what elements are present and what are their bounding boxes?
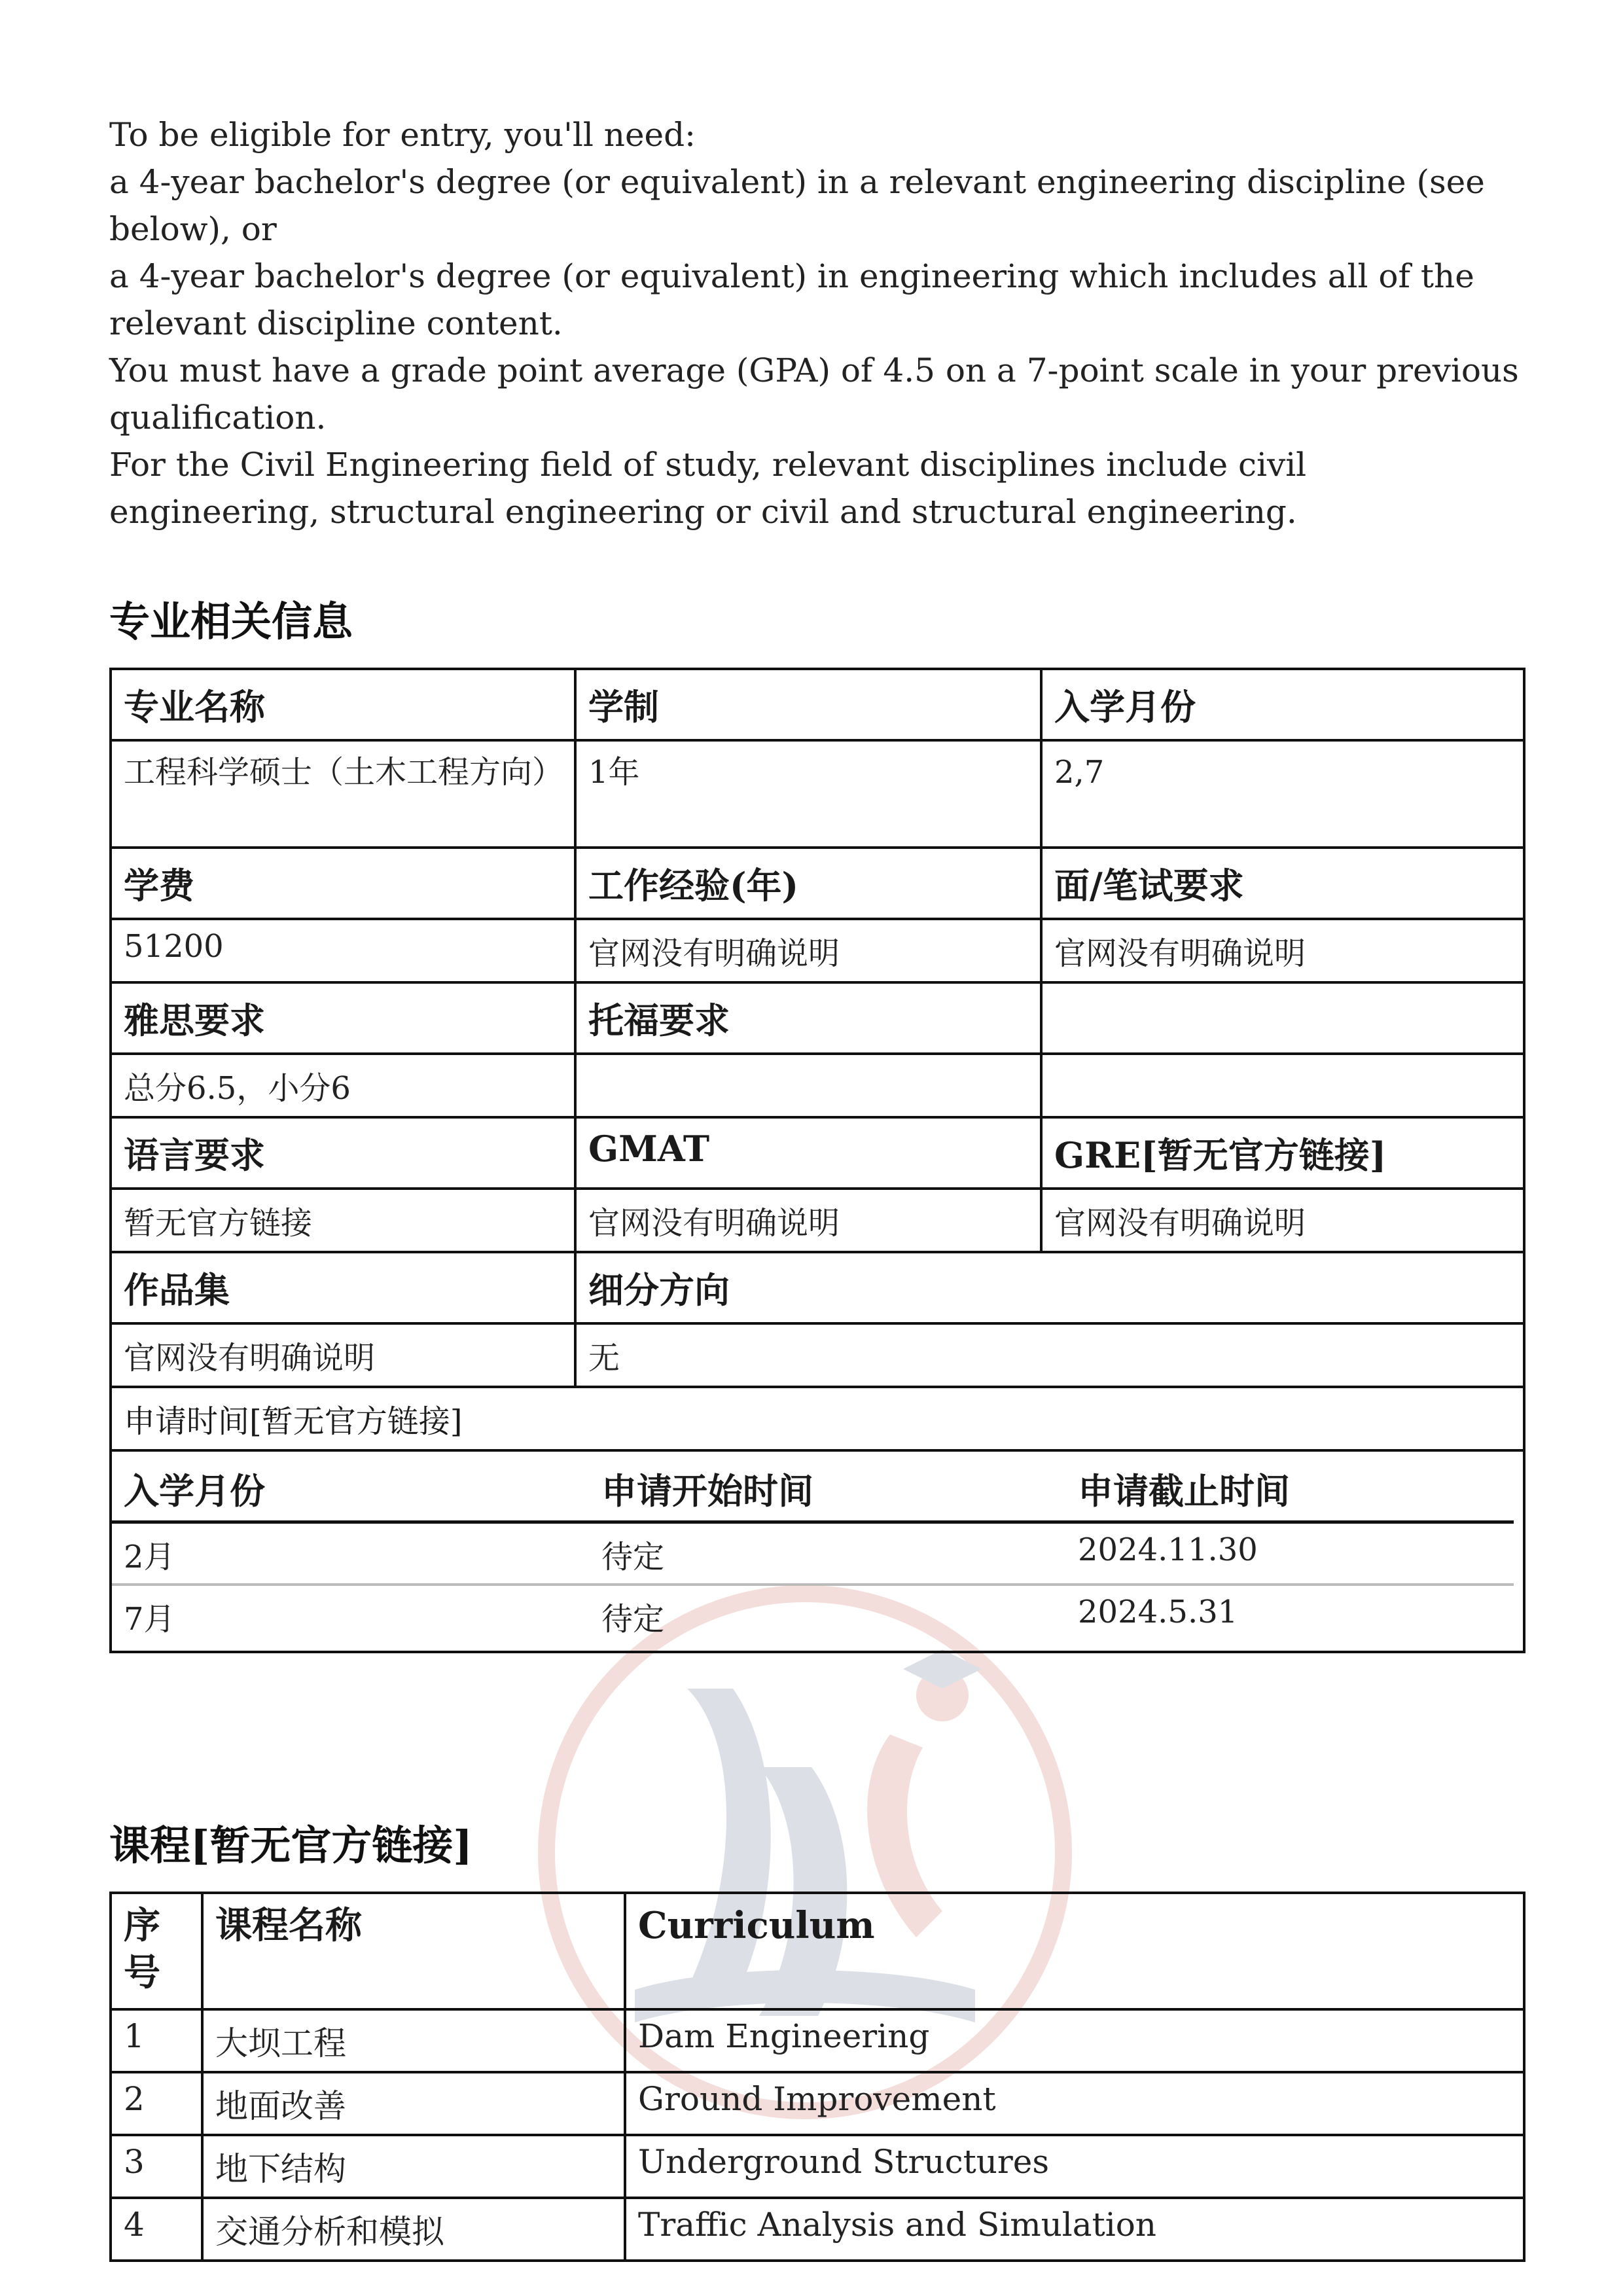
course-name-cn: 地下结构	[202, 2135, 625, 2198]
table-row	[111, 2135, 1524, 2198]
app-header-intake: 入学月份	[112, 1456, 590, 1522]
major-info-table	[109, 668, 1525, 1653]
intro-line: For the Civil Engineering field of study, relevant disciplines include civil engineering, structural engineering or civil and structural engineering.	[109, 446, 1307, 531]
application-dates-cell	[111, 1450, 1524, 1652]
course-index: 4	[111, 2198, 202, 2261]
course-name-en: Underground Structures	[625, 2135, 1524, 2198]
toefl-value	[575, 1054, 1041, 1117]
course-index: 3	[111, 2135, 202, 2198]
course-name-cn: 地面改善	[202, 2072, 625, 2135]
major-info-heading: 专业相关信息	[109, 598, 353, 645]
document-body	[109, 111, 1523, 2251]
ielts-label: 雅思要求	[111, 982, 575, 1054]
intake-value: 2,7	[1041, 740, 1524, 848]
app-start: 待定	[590, 1522, 1066, 1585]
gmat-label: GMAT	[575, 1117, 1041, 1189]
course-header-name: 课程名称	[202, 1893, 625, 2009]
portfolio-value: 官网没有明确说明	[111, 1323, 575, 1387]
table-row	[111, 2072, 1524, 2135]
app-intake: 7月	[124, 1601, 175, 1638]
table-row	[111, 2198, 1524, 2261]
empty-cell	[1041, 1054, 1524, 1117]
duration-value: 1年	[575, 740, 1041, 848]
course-header-curriculum: Curriculum	[625, 1893, 1524, 2009]
application-dates-table	[112, 1456, 1514, 1645]
app-header-deadline: 申请截止时间	[1066, 1456, 1514, 1522]
gre-label: GRE[暂无官方链接]	[1041, 1117, 1524, 1189]
work-experience-label: 工作经验(年)	[575, 848, 1041, 919]
toefl-label: 托福要求	[575, 982, 1041, 1054]
portfolio-label: 作品集	[111, 1252, 575, 1323]
language-value: 暂无官方链接	[111, 1189, 575, 1252]
eligibility-text	[109, 111, 1523, 535]
intro-line: a 4-year bachelor's degree (or equivalent) in engineering which includes all of the relevant discipline content.	[109, 257, 1474, 342]
course-index: 1	[111, 2009, 202, 2072]
program-name-label: 专业名称	[111, 669, 575, 740]
specialization-value: 无	[575, 1323, 1524, 1387]
gmat-value: 官网没有明确说明	[575, 1189, 1041, 1252]
language-label: 语言要求	[111, 1117, 575, 1189]
duration-label: 学制	[575, 669, 1041, 740]
intake-label: 入学月份	[1041, 669, 1524, 740]
table-row	[112, 1585, 1514, 1645]
ielts-value: 总分6.5，小分6	[111, 1054, 575, 1117]
application-time-label: 申请时间[暂无官方链接]	[111, 1387, 1524, 1450]
program-name-value: 工程科学硕士（土木工程方向）	[111, 740, 575, 848]
empty-cell	[1041, 982, 1524, 1054]
app-intake: 2月	[112, 1522, 590, 1585]
table-row	[112, 1522, 1514, 1585]
app-start: 待定	[601, 1601, 665, 1638]
app-header-start: 申请开始时间	[590, 1456, 1066, 1522]
specialization-label: 细分方向	[575, 1252, 1524, 1323]
interview-label: 面/笔试要求	[1041, 848, 1524, 919]
app-deadline: 2024.5.31	[1078, 1594, 1238, 1630]
course-name-cn: 交通分析和模拟	[202, 2198, 625, 2261]
course-heading: 课程[暂无官方链接]	[109, 1821, 473, 1869]
work-experience-value: 官网没有明确说明	[575, 919, 1041, 982]
course-name-en: Dam Engineering	[625, 2009, 1524, 2072]
course-name-en: Traffic Analysis and Simulation	[625, 2198, 1524, 2261]
course-index: 2	[111, 2072, 202, 2135]
tuition-label: 学费	[111, 848, 575, 919]
intro-line: a 4-year bachelor's degree (or equivalent) in a relevant engineering discipline (see below), or	[109, 163, 1485, 248]
course-header-index: 序号	[111, 1893, 202, 2009]
app-deadline: 2024.11.30	[1066, 1522, 1514, 1585]
interview-value: 官网没有明确说明	[1041, 919, 1524, 982]
tuition-value: 51200	[111, 919, 575, 982]
intro-line: You must have a grade point average (GPA) of 4.5 on a 7-point scale in your previous qualification.	[109, 351, 1519, 437]
course-table	[109, 1892, 1525, 2262]
course-name-en: Ground Improvement	[625, 2072, 1524, 2135]
gre-value: 官网没有明确说明	[1041, 1189, 1524, 1252]
table-row	[111, 2009, 1524, 2072]
intro-line: To be eligible for entry, you'll need:	[109, 116, 696, 154]
course-name-cn: 大坝工程	[202, 2009, 625, 2072]
